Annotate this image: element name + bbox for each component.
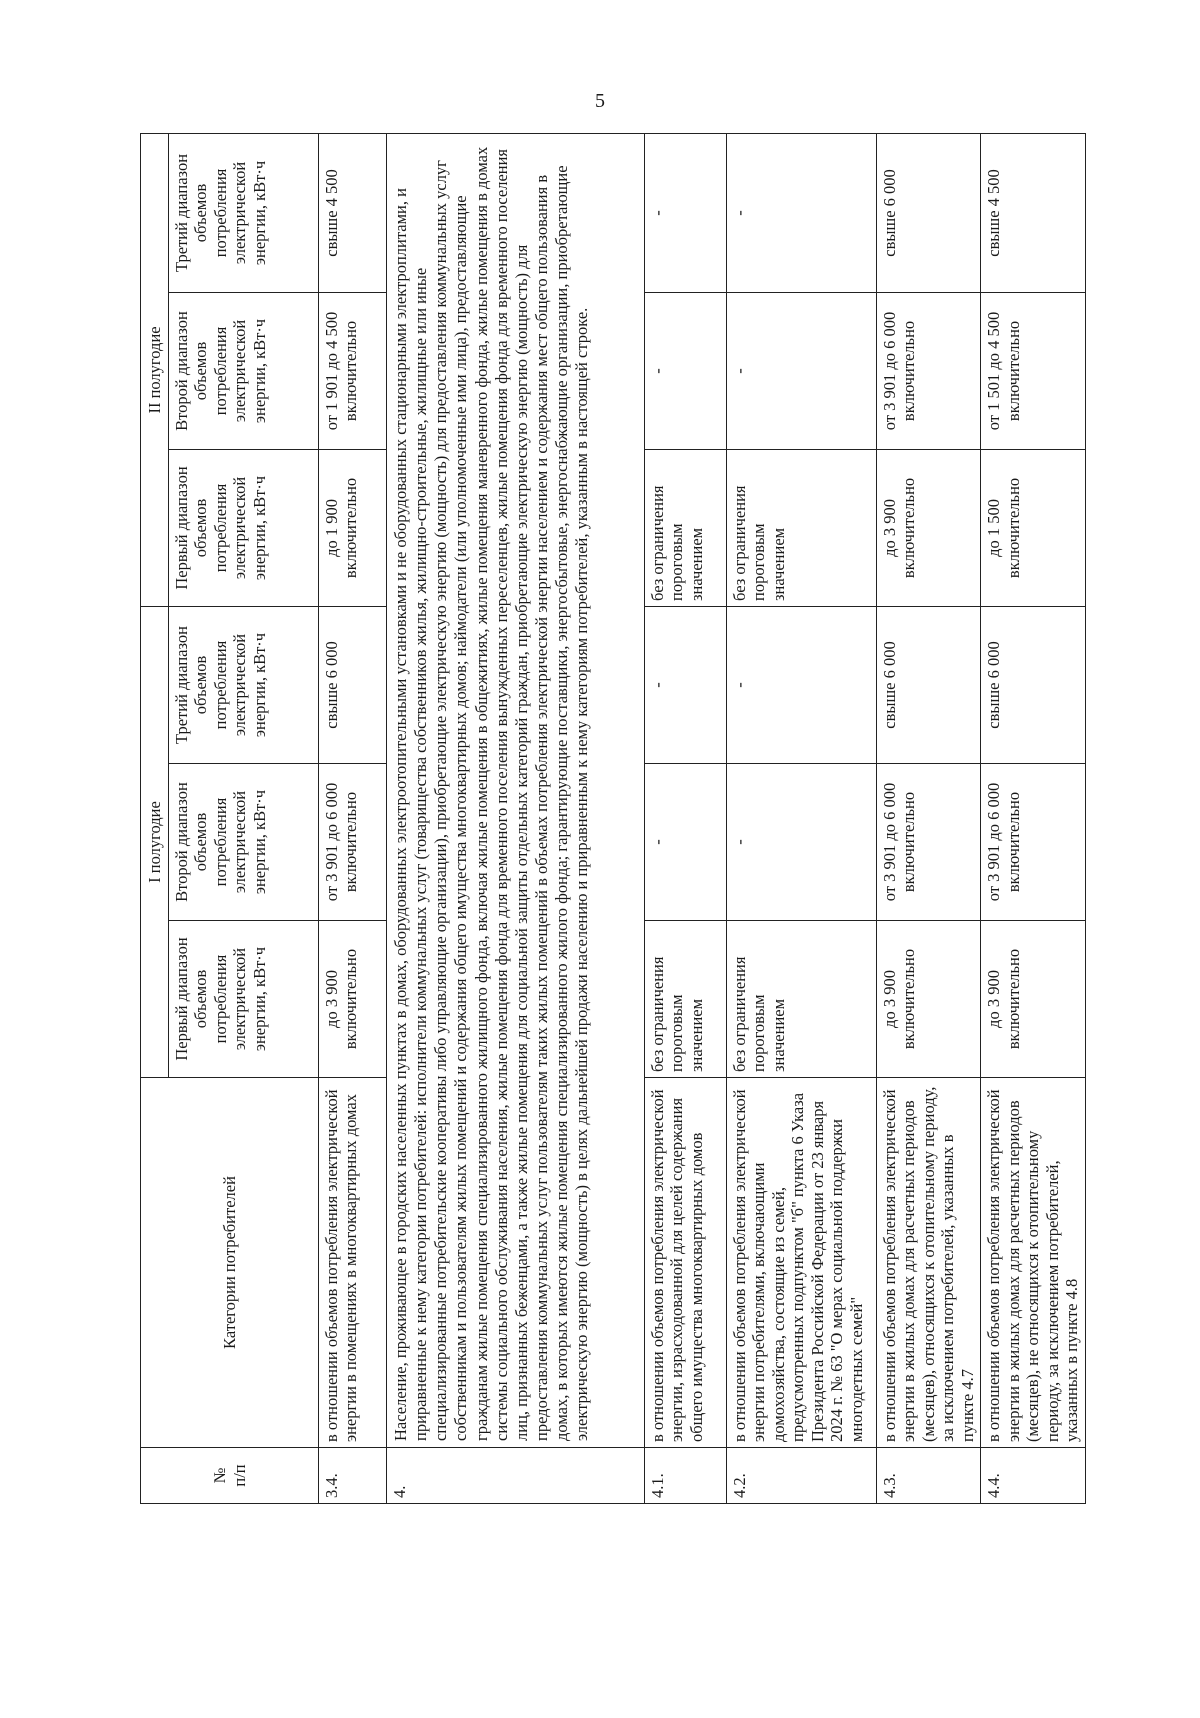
- row-value: -: [645, 764, 727, 921]
- header-range: Третий диапазон объемов потребления электрической энергии, кВт·ч: [169, 133, 319, 292]
- row-value: -: [645, 606, 727, 763]
- header-range: Второй диапазон объемов потребления электрической энергии, кВт·ч: [169, 292, 319, 449]
- row-category: в отношении объемов потребления электрической энергии, израсходованной для целей содержания общего имущества многоквартирных домов: [645, 1078, 727, 1448]
- row-value: от 3 901 до 6 000 включительно: [981, 764, 1085, 921]
- row-value: от 3 901 до 6 000 включительно: [319, 764, 387, 921]
- header-half1: I полугодие: [141, 606, 169, 1077]
- header-range: Первый диапазон объемов потребления электрической энергии, кВт·ч: [169, 921, 319, 1078]
- row-value: свыше 4 500: [319, 133, 387, 292]
- table-row: [387, 133, 645, 1503]
- row-value: без ограничения пороговым значением: [645, 921, 727, 1078]
- row-value: до 3 900 включительно: [319, 921, 387, 1078]
- row-value: от 3 901 до 6 000 включительно: [877, 764, 981, 921]
- row-category: в отношении объемов потребления электрической энергии в жилых домах для расчетных периодов (месяцев), не относящихся к отопительному периоду, за исключением потребителей, указанных в пункте 4.8: [981, 1078, 1085, 1448]
- tariff-ranges-table: [140, 133, 1086, 1504]
- row-value: -: [727, 764, 877, 921]
- row-value: от 1 901 до 4 500 включительно: [319, 292, 387, 449]
- row-value: до 1 900 включительно: [319, 449, 387, 606]
- row-number: 4.2.: [727, 1448, 877, 1504]
- row-value: свыше 4 500: [981, 133, 1085, 292]
- row-value: -: [727, 606, 877, 763]
- row-value: без ограничения пороговым значением: [645, 449, 727, 606]
- header-range: Первый диапазон объемов потребления электрической энергии, кВт·ч: [169, 449, 319, 606]
- table-rotated-container: [140, 134, 1082, 1504]
- row-number: 3.4.: [319, 1448, 387, 1504]
- row-category: в отношении объемов потребления электрической энергии потребителями, включающими домохозяйства, состоящие из семей, предусмотренных подпунктом "б" пункта 6 Указа Президента Российской Федерации от 23 января 2024 г. № 63 "О мерах социальной поддержки многодетных семей": [727, 1078, 877, 1448]
- row-value: -: [727, 133, 877, 292]
- header-range: Третий диапазон объемов потребления электрической энергии, кВт·ч: [169, 606, 319, 763]
- row-value: до 3 900 включительно: [877, 921, 981, 1078]
- table-row: [645, 133, 727, 1503]
- header-row-halves: [141, 133, 169, 1503]
- row-value: свыше 6 000: [981, 606, 1085, 763]
- table-row: [319, 133, 387, 1503]
- header-num: № п/п: [141, 1448, 319, 1504]
- row-value: свыше 6 000: [877, 606, 981, 763]
- row-number: 4.4.: [981, 1448, 1085, 1504]
- table-row: [727, 133, 877, 1503]
- row-value: без ограничения пороговым значением: [727, 449, 877, 606]
- row-value: -: [645, 292, 727, 449]
- row-value: -: [645, 133, 727, 292]
- row-value: свыше 6 000: [877, 133, 981, 292]
- row-value: до 1 500 включительно: [981, 449, 1085, 606]
- row-value: -: [727, 292, 877, 449]
- row-value: до 3 900 включительно: [877, 449, 981, 606]
- row-category-wide: Население, проживающее в городских населенных пунктах в домах, оборудованных электроотопительными установками и не оборудованных стационарными электроплитами, и приравненные к нему категории потребителей: исполнители коммунальных услуг (товарищества собственников жилья, жилищно-строительные, жилищные или иные специализированные потребительские кооперативы либо управляющие организации), приобретающие электрическую энергию (мощность) для предоставления коммунальных услуг собственникам и пользователям жилых помещений и содержания общего имущества многоквартирных домов; наймодатели (или уполномоченные ими лица), предоставляющие гражданам жилые помещения специализированного жилищного фонда, включая жилые помещения в общежитиях, жилые помещения маневренного фонда, жилые помещения в домах системы социального обслуживания населения, жилые помещения фонда для временного поселения вынужденных переселенцев, жилые помещения фонда для временного поселения лиц, признанных беженцами, а также жилые помещения для социальной защиты отдельных категорий граждан, приобретающие электрическую энергию (мощность) для предоставления коммунальных услуг пользователям таких жилых помещений в объемах потребления электрической энергии населением и содержания мест общего пользования в домах, в которых имеются жилые помещения специализированного жилого фонда; гарантирующие поставщики, энергосбытовые, энергоснабжающие организации, приобретающие электрическую энергию (мощность) в целях дальнейшей продажи населению и приравненным к нему категориям потребителей, указанным в настоящей строке.: [387, 133, 645, 1447]
- table-row: [981, 133, 1085, 1503]
- row-category: в отношении объемов потребления электрической энергии в помещениях в многоквартирных домах: [319, 1078, 387, 1448]
- row-category: в отношении объемов потребления электрической энергии в жилых домах для расчетных периодов (месяцев), относящихся к отопительному периоду, за исключением потребителей, указанных в пункте 4.7: [877, 1078, 981, 1448]
- header-half2: II полугодие: [141, 133, 169, 606]
- row-value: от 1 501 до 4 500 включительно: [981, 292, 1085, 449]
- row-value: от 3 901 до 6 000 включительно: [877, 292, 981, 449]
- header-range: Второй диапазон объемов потребления электрической энергии, кВт·ч: [169, 764, 319, 921]
- row-number: 4.1.: [645, 1448, 727, 1504]
- table-row: [877, 133, 981, 1503]
- page-number: 5: [595, 90, 605, 112]
- row-number: 4.3.: [877, 1448, 981, 1504]
- row-value: до 3 900 включительно: [981, 921, 1085, 1078]
- row-number: 4.: [387, 1448, 645, 1504]
- header-category: Категории потребителей: [141, 1078, 319, 1448]
- row-value: без ограничения пороговым значением: [727, 921, 877, 1078]
- row-value: свыше 6 000: [319, 606, 387, 763]
